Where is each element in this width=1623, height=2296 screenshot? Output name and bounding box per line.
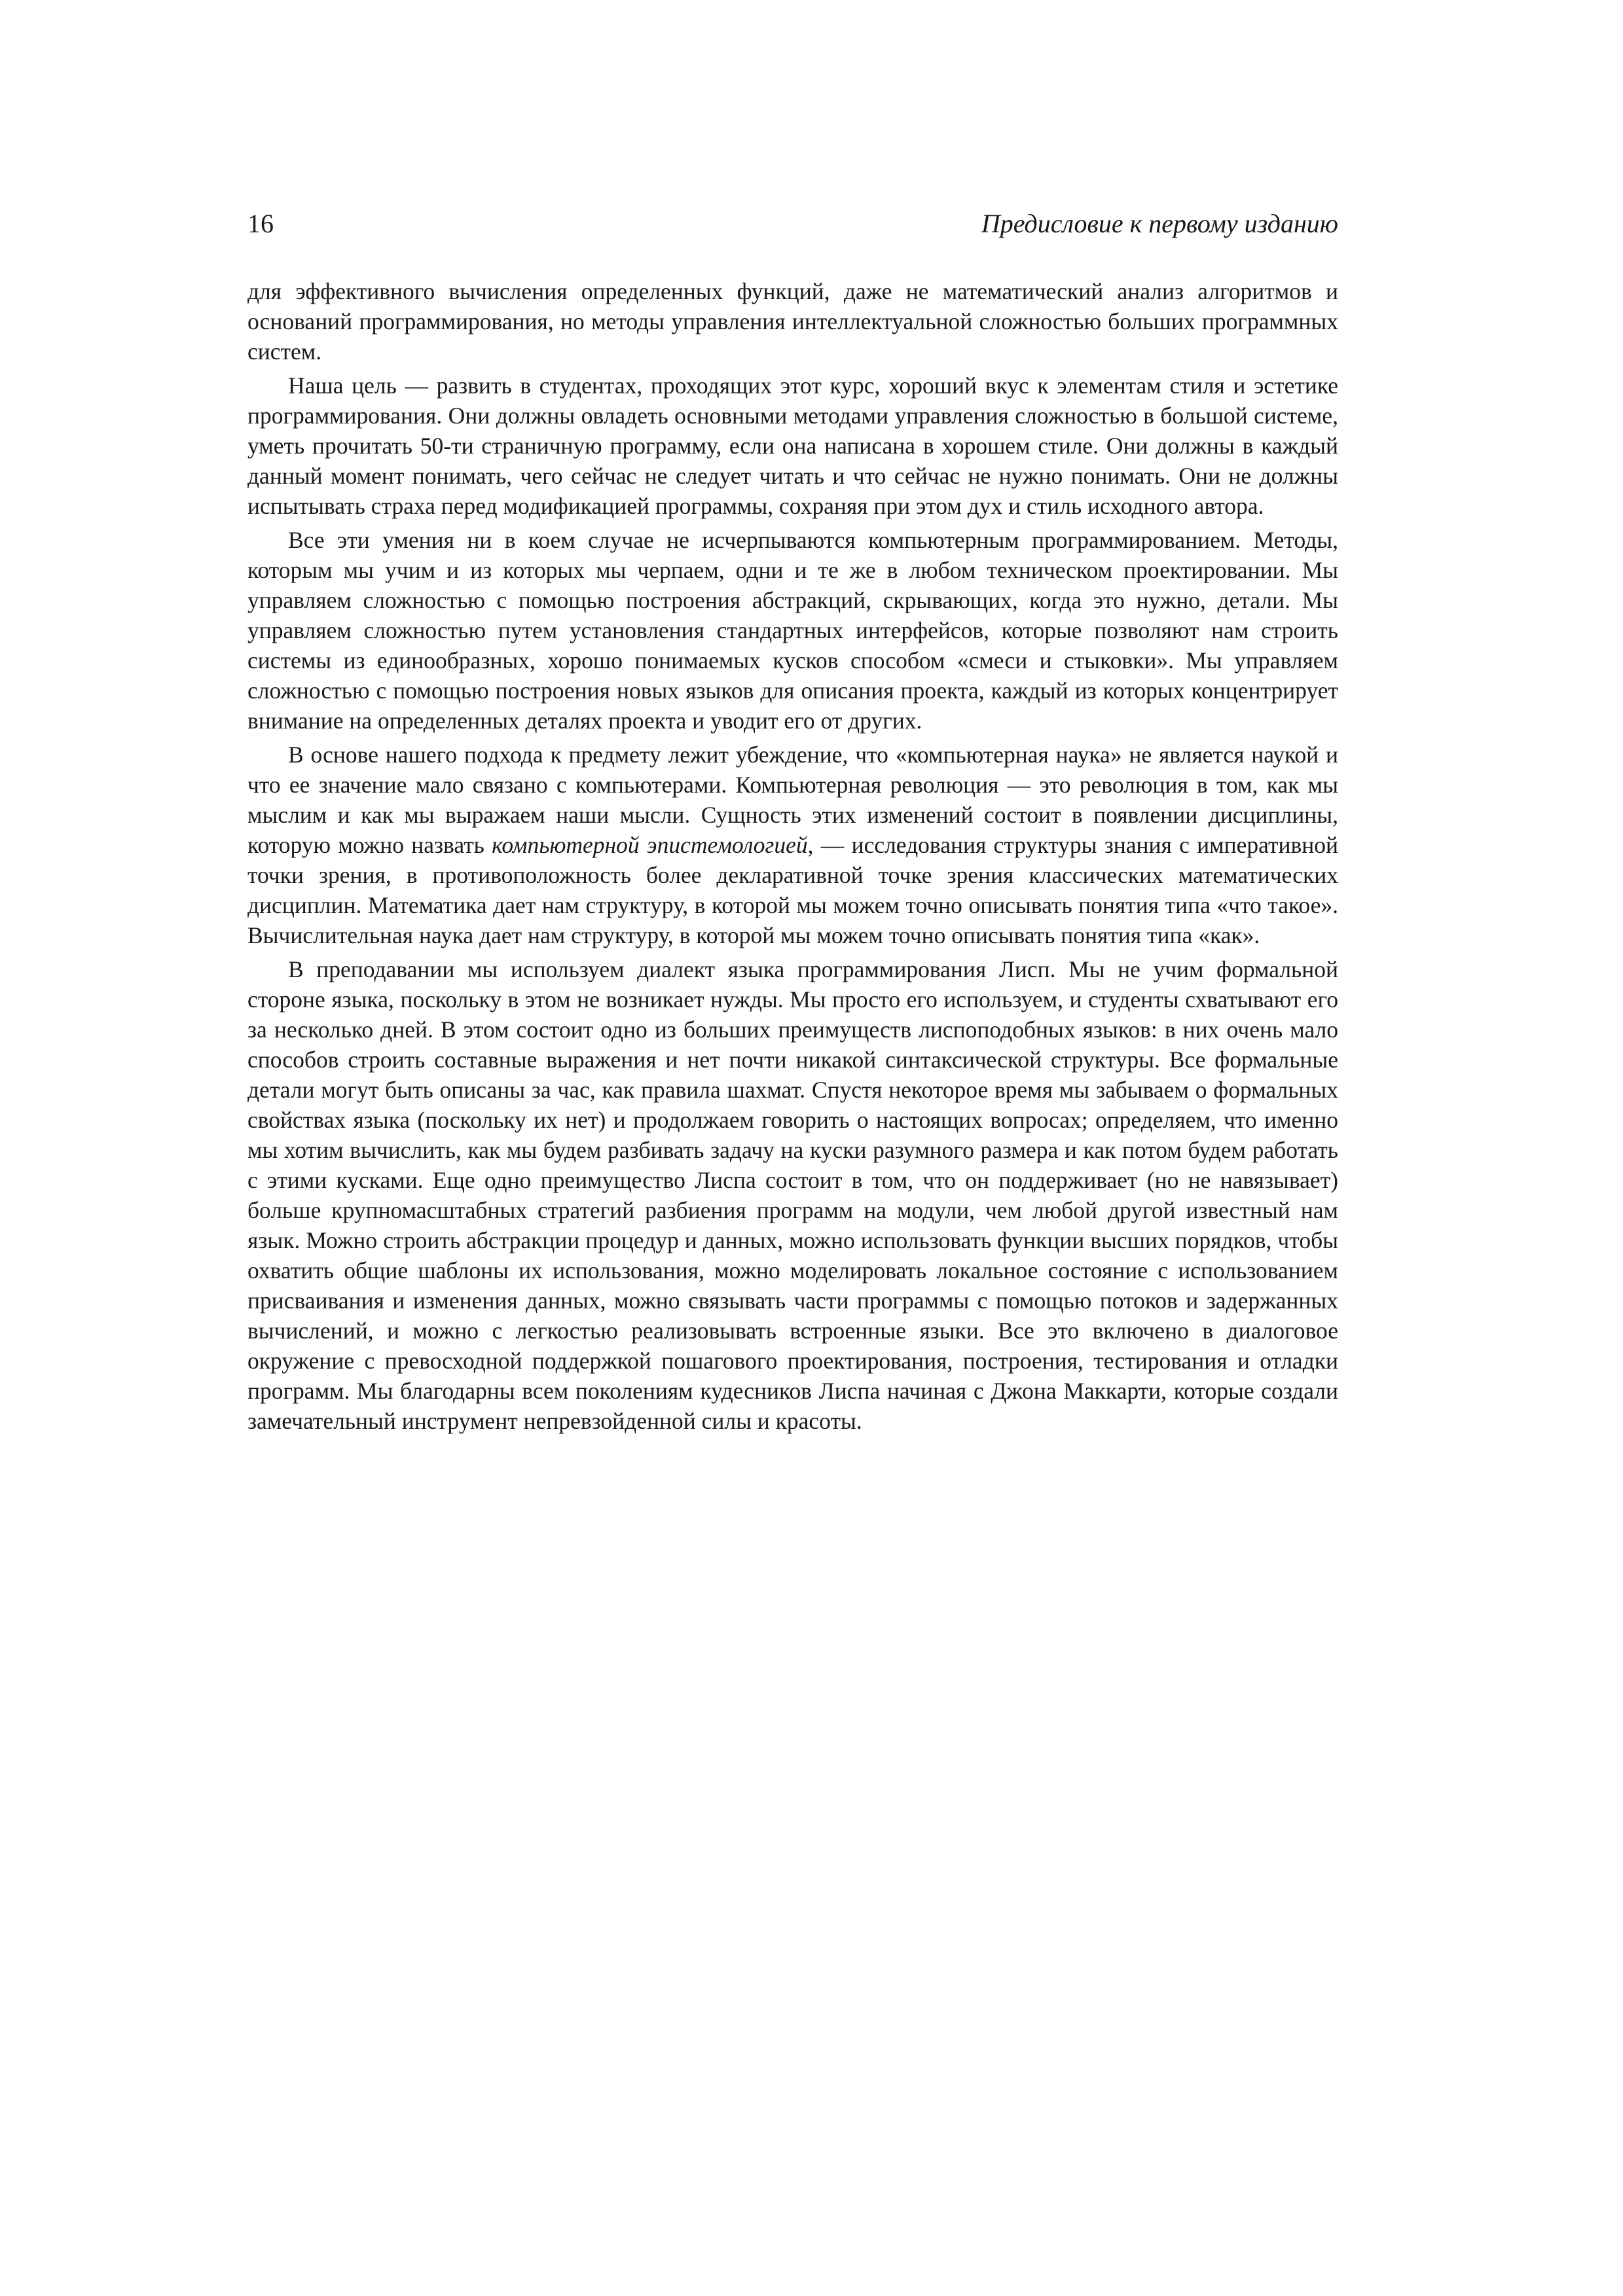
paragraph-text-after-emphasis: , — исследования структуры знания с императивной точки зрения, в противоположность более декларативной точке зрения классических математических дисциплин. Математика дает нам структуру, в которой мы можем точно описывать понятия типа «что такое». Вычислительная наука дает нам структуру, в которой мы можем точно описывать понятия типа «как». bbox=[247, 832, 1338, 948]
paragraph-goal: Наша цель — развить в студентах, проходящих этот курс, хороший вкус к элементам стиля и эстетике программирования. Они должны овладеть основными методами управления сложностью в большой системе, уметь прочитать 50-ти страничную программу, если она написана в хорошем стиле. Они должны в каждый данный момент понимать, чего сейчас не следует читать и что сейчас не нужно понимать. Они не должны испытывать страха перед модификацией программы, сохраняя при этом дух и стиль исходного автора. bbox=[247, 372, 1338, 519]
paragraph-epistemology bbox=[247, 740, 1338, 950]
page-number: 16 bbox=[247, 209, 274, 238]
paragraph-continuation: для эффективного вычисления определенных функций, даже не математический анализ алгоритмов и оснований программирования, но методы управления интеллектуальной сложностью больших программных систем. bbox=[247, 278, 1338, 365]
paragraph-text-before-emphasis: В основе нашего подхода к предмету лежит убеждение, что «компьютерная наука» не является наукой и что ее значение мало связано с компьютерами. Компьютерная революция — это революция в том, как мы мыслим и как мы выражаем наши мысли. Сущность этих изменений состоит в появлении дисциплины, которую можно назвать bbox=[247, 742, 1338, 858]
section-title: Предисловие к первому изданию bbox=[981, 209, 1338, 238]
paragraph-skills: Все эти умения ни в коем случае не исчерпываются компьютерным программированием. Методы, которым мы учим и из которых мы черпаем, одни и те же в любом техническом проектировании. Мы управляем сложностью с помощью построения абстракций, скрывающих, когда это нужно, детали. Мы управляем сложностью путем установления стандартных интерфейсов, которые позволяют нам строить системы из единообразных, хорошо понимаемых кусков способом «смеси и стыковки». Мы управляем сложностью с помощью построения новых языков для описания проекта, каждый из которых концентрирует внимание на определенных деталях проекта и уводит его от других. bbox=[247, 527, 1338, 734]
paragraph-lisp: В преподавании мы используем диалект языка программирования Лисп. Мы не учим формальной стороне языка, поскольку в этом не возникает нужды. Мы просто его используем, и студенты схватывают его за несколько дней. В этом состоит одно из больших преимуществ лиспоподобных языков: в них очень мало способов строить составные выражения и нет почти никакой синтаксической структуры. Все формальные детали могут быть описаны за час, как правила шахмат. Спустя некоторое время мы забываем о формальных свойствах языка (поскольку их нет) и продолжаем говорить о настоящих вопросах; определяем, что именно мы хотим вычислить, как мы будем разбивать задачу на куски разумного размера и как потом будем работать с этими кусками. Еще одно преимущество Лиспа состоит в том, что он поддерживает (но не навязывает) больше крупномасштабных стратегий разбиения программ на модули, чем любой другой известный нам язык. Можно строить абстракции процедур и данных, можно использовать функции высших порядков, чтобы охватить общие шаблоны их использования, можно моделировать локальное состояние с использованием присваивания и изменения данных, можно связывать части программы с помощью потоков и задержанных вычислений, и можно с легкостью реализовывать встроенные языки. Все это включено в диалоговое окружение с превосходной поддержкой пошагового проектирования, построения, тестирования и отладки программ. Мы благодарны всем поколениям кудесников Лиспа начиная с Джона Маккарти, которые создали замечательный инструмент непревзойденной силы и красоты. bbox=[247, 956, 1338, 1434]
body-text bbox=[247, 276, 1338, 1440]
running-head bbox=[247, 204, 1338, 243]
emphasized-term: компьютерной эпистемологией bbox=[492, 832, 808, 858]
